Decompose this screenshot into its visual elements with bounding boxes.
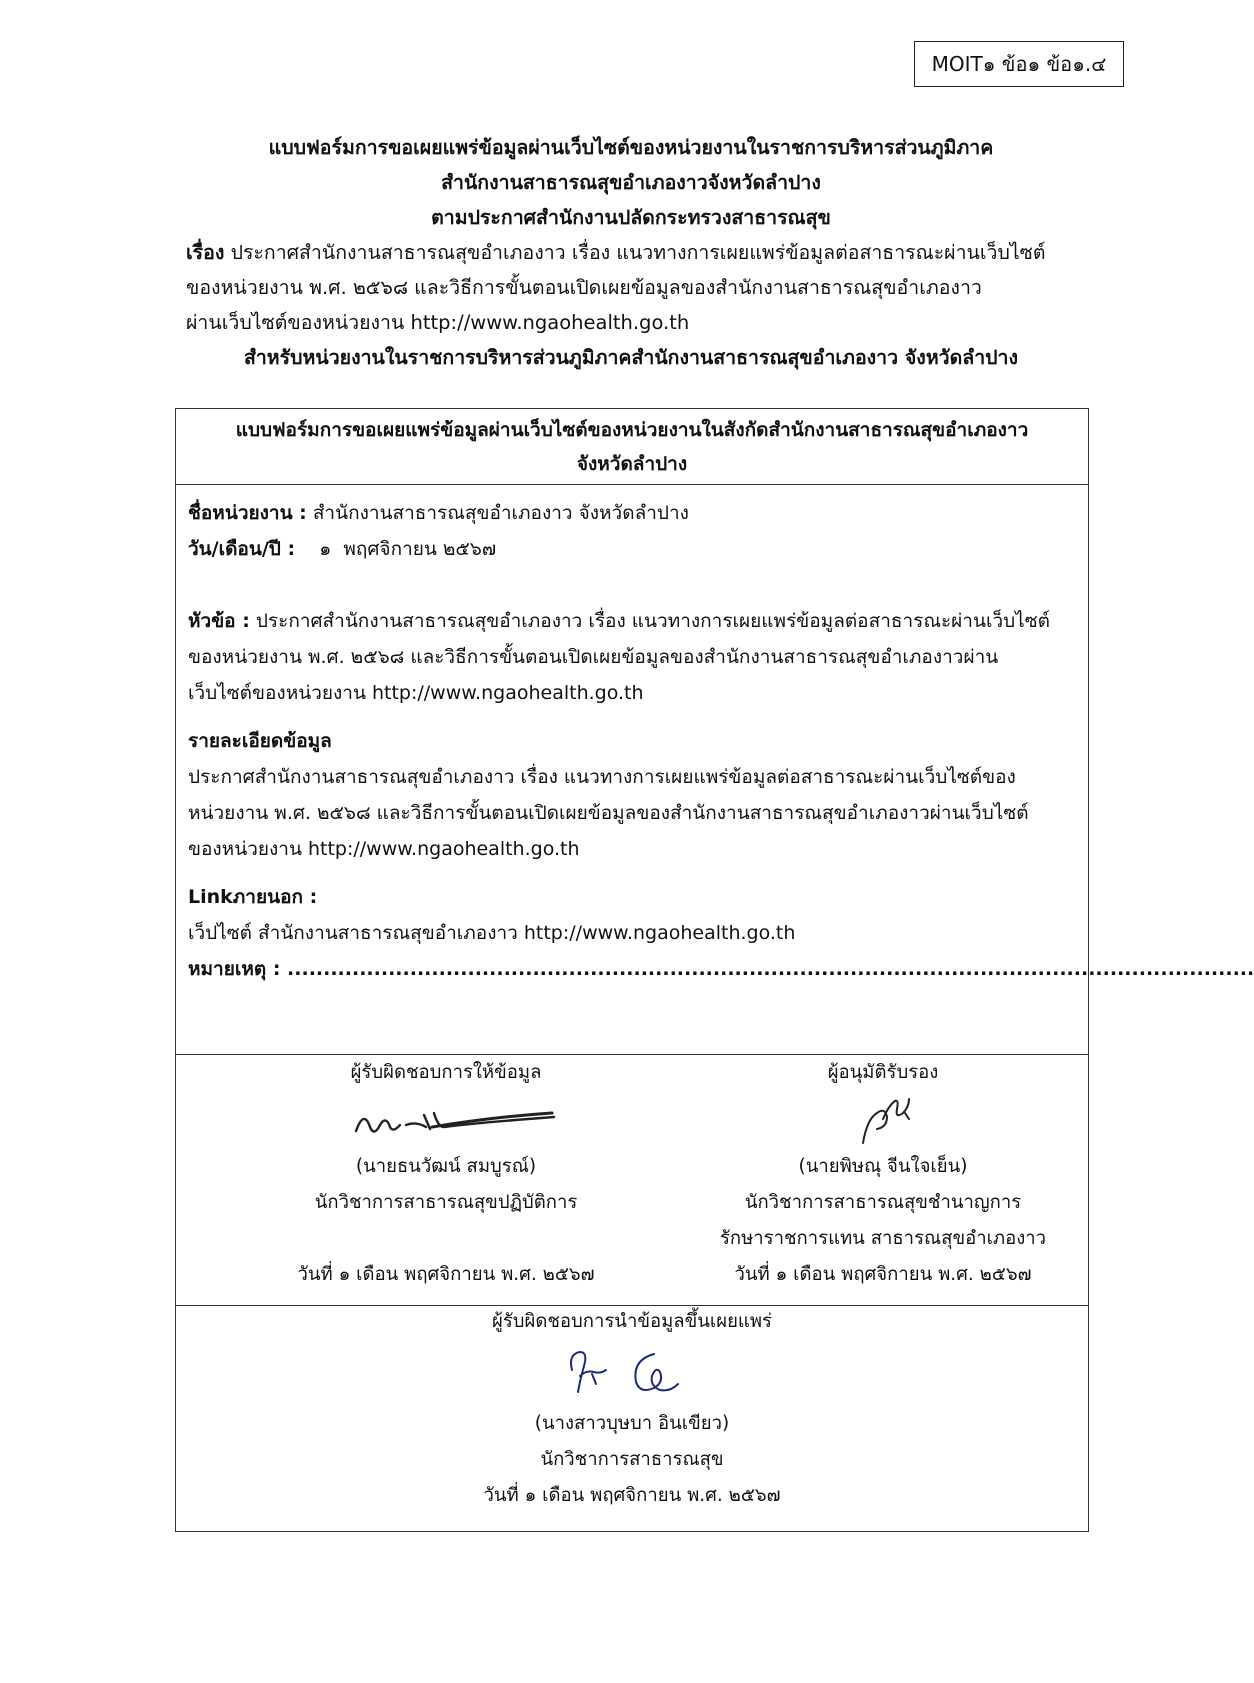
topic-line-3: เว็บไซต์ของหน่วยงาน http://www.ngaohealth.go.th (188, 682, 644, 704)
topic-line-2: ของหน่วยงาน พ.ศ. ๒๕๖๘ และวิธีการขั้นตอนเปิดเผยข้อมูลของสำนักงานสาธารณสุขอำเภองาวผ่าน (188, 646, 999, 668)
table-title-line-1: แบบฟอร์มการขอเผยแพร่ข้อมูลผ่านเว็บไซต์ของหน่วยงานในสังกัดสำนักงานสาธารณสุขอำเภองาว (235, 419, 1029, 441)
topic-label: หัวข้อ : (188, 610, 250, 632)
for-line: สำหรับหน่วยงานในราชการบริหารส่วนภูมิภาคสำนักงานสาธารณสุขอำเภองาว จังหวัดลำปาง (243, 346, 1019, 369)
signature-publisher-icon (542, 1340, 722, 1406)
table-title-row (176, 409, 1088, 485)
topic-line-1: ประกาศสำนักงานสาธารณสุขอำเภองาว เรื่อง แนวทางการเผยแพร่ข้อมูลต่อสาธารณะผ่านเว็บไซต์ (249, 610, 1050, 632)
table-title-line-2: จังหวัดลำปาง (576, 453, 688, 475)
signer-left-date: วันที่ ๑ เดือน พฤศจิกายน พ.ศ. ๒๕๖๗ (297, 1264, 595, 1285)
signature-row (176, 1054, 1088, 1306)
signature-left-icon (336, 1091, 556, 1149)
signer-right-role: ผู้อนุมัติรับรอง (827, 1062, 939, 1083)
signer-left-name: (นายธนวัฒน์ สมบูรณ์) (355, 1156, 537, 1177)
link-block (188, 879, 1254, 987)
signer-right-name: (นายพิษณุ จีนใจเย็น) (798, 1156, 968, 1177)
note-label: หมายเหตุ : (188, 958, 281, 980)
detail-line-2: หน่วยงาน พ.ศ. ๒๕๖๘ และวิธีการขั้นตอนเปิดเผยข้อมูลของสำนักงานสาธารณสุขอำเภองาวผ่านเว็บไซต์ (188, 802, 1029, 824)
signer-left-position: นักวิชาการสาธารณสุขปฏิบัติการ (314, 1192, 578, 1213)
document-header (186, 130, 1076, 375)
date-value: ๑ พฤศจิกายน ๒๕๖๗ (295, 538, 497, 560)
publisher-position: นักวิชาการสาธารณสุข (540, 1449, 724, 1470)
form-table (175, 408, 1254, 1532)
subject-line-3: ผ่านเว็บไซต์ของหน่วยงาน http://www.ngaohealth.go.th (186, 311, 690, 334)
signature-right-icon (823, 1091, 943, 1149)
document-code: MOIT๑ ข้อ๑ ข้อ๑.๔ (914, 41, 1124, 87)
signer-right-acting: รักษาราชการแทน สาธารณสุขอำเภองาว (719, 1228, 1047, 1249)
subject-line-2: ของหน่วยงาน พ.ศ. ๒๕๖๘ และวิธีการขั้นตอนเปิดเผยข้อมูลของสำนักงานสาธารณสุขอำเภองาว (186, 276, 982, 299)
link-value[interactable]: เว็ปไซต์ สำนักงานสาธารณสุขอำเภองาว http://www.ngaohealth.go.th (188, 922, 796, 944)
publisher-role: ผู้รับผิดชอบการนำข้อมูลขึ้นเผยแพร่ (492, 1311, 772, 1332)
detail-block (188, 723, 1076, 867)
publisher-row (176, 1304, 1088, 1533)
publisher-name: (นางสาวบุษบา อินเขียว) (534, 1413, 730, 1434)
unit-row (188, 495, 1076, 567)
header-line-1: แบบฟอร์มการขอเผยแพร่ข้อมูลผ่านเว็บไซต์ของหน่วยงานในราชการบริหารส่วนภูมิภาค (268, 136, 994, 159)
subject-label: เรื่อง (186, 241, 225, 264)
signer-right-date: วันที่ ๑ เดือน พฤศจิกายน พ.ศ. ๒๕๖๗ (734, 1264, 1032, 1285)
detail-line-1: ประกาศสำนักงานสาธารณสุขอำเภองาว เรื่อง แนวทางการเผยแพร่ข้อมูลต่อสาธารณะผ่านเว็บไซต์ของ (188, 766, 1016, 788)
detail-label: รายละเอียดข้อมูล (188, 730, 332, 752)
unit-label: ชื่อหน่วยงาน : (188, 502, 307, 524)
subject-line-1: ประกาศสำนักงานสาธารณสุขอำเภองาว เรื่อง แนวทางการเผยแพร่ข้อมูลต่อสาธารณะผ่านเว็บไซต์ (224, 241, 1046, 264)
signer-right (688, 1055, 1078, 1293)
signer-right-position: นักวิชาการสาธารณสุขชำนาญการ (744, 1192, 1022, 1213)
subject (186, 235, 1076, 340)
header-line-3: ตามประกาศสำนักงานปลัดกระทรวงสาธารณสุข (431, 206, 831, 229)
signer-left (236, 1055, 656, 1293)
publisher-date: วันที่ ๑ เดือน พฤศจิกายน พ.ศ. ๒๕๖๗ (483, 1485, 781, 1506)
detail-line-3: ของหน่วยงาน http://www.ngaohealth.go.th (188, 838, 580, 860)
note-dots: ...................................................................................................................................... (280, 958, 1254, 980)
unit-value: สำนักงานสาธารณสุขอำเภองาว จังหวัดลำปาง (306, 502, 689, 524)
signer-left-role: ผู้รับผิดชอบการให้ข้อมูล (350, 1062, 542, 1083)
header-line-2: สำนักงานสาธารณสุขอำเภองาวจังหวัดลำปาง (441, 171, 821, 194)
link-label: Linkภายนอก : (188, 886, 318, 908)
topic-block (188, 603, 1076, 711)
date-label: วัน/เดือน/ปี : (188, 538, 296, 560)
